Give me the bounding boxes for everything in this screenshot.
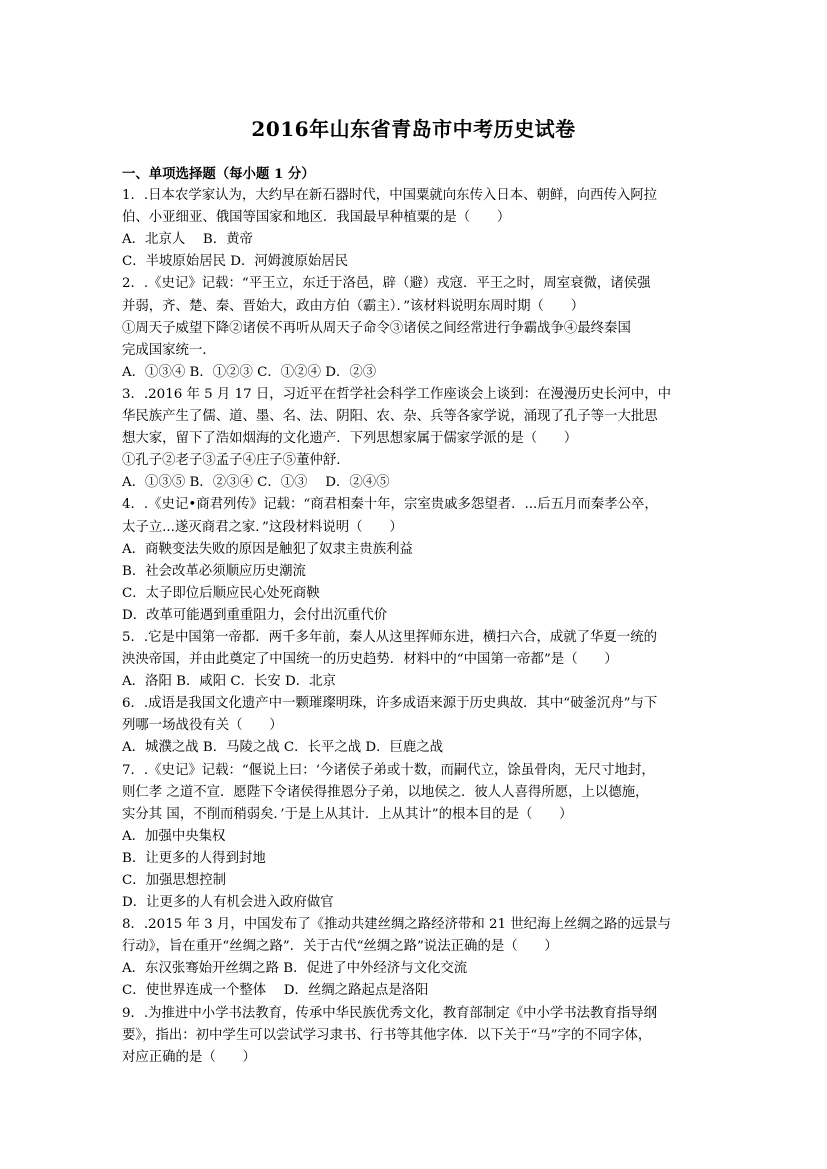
text-line: 3．.2016 年 5 月 17 日，习近平在哲学社会科学工作座谈会上谈到：在漫漫历史长河中，中 (122, 386, 671, 402)
text-line: 行动》，旨在重开“丝绸之路”．关于古代“丝绸之路”说法正确的是（ ） (122, 939, 558, 955)
text-line: A．商鞅变法失败的原因是触犯了奴隶主贵族利益 (122, 541, 413, 557)
text-line: 9．.为推进中小学书法教育，传承中华民族优秀文化，教育部制定《中小学书法教育指导纲 (122, 1005, 658, 1021)
text-line: C．太子即位后顺应民心处死商鞅 (122, 585, 320, 601)
text-line: 8．.2015 年 3 月，中国发布了《推动共建丝绸之路经济带和 21 世纪海上丝绸之路的远景与 (122, 917, 671, 933)
text-line: 对应正确的是（ ） (122, 1049, 256, 1065)
text-line: D．让更多的人有机会进入政府做官 (122, 895, 334, 911)
text-line: 要》，指出：初中学生可以尝试学习隶书、行书等其他字体．以下关于“马”字的不同字体， (122, 1027, 652, 1043)
text-line: 并弱，齐、楚、秦、晋始大，政由方伯（霸主）．”该材料说明东周时期（ ） (122, 298, 585, 314)
text-line: 则仁孝 之道不宣．愿陛下令诸侯得推恩分子弟，以地侯之．彼人人喜得所愿，上以德施， (122, 784, 649, 800)
text-line: A．东汉张骞始开丝绸之路 B．促进了中外经济与文化交流 (122, 961, 468, 977)
text-line: 华民族产生了儒、道、墨、名、法、阴阳、农、杂、兵等各家学说，涌现了孔子等一大批思 (122, 409, 658, 425)
text-line: 太子立...遂灭商君之家．”这段材料说明（ ） (122, 519, 403, 535)
section-heading: 一、单项选择题（每小题 1 分） (122, 166, 315, 182)
text-line: 5．.它是中国第一帝都．两千多年前，秦人从这里挥师东进，横扫六合，成就了华夏一统的 (122, 629, 658, 645)
text-line: 列哪一场战役有关（ ） (122, 718, 283, 734)
text-line: A．①③④ B．①②③ C．①②④ D．②③ (122, 364, 377, 380)
text-line: 实分其 国，不削而稍弱矣．’于是上从其计．上从其计”的根本目的是（ ） (122, 806, 573, 822)
page-title: 2016年山东省青岛市中考历史试卷 (251, 117, 576, 141)
text-line: B．社会改革必须顺应历史潮流 (122, 563, 306, 579)
text-line: 7．.《史记》记载：“偃说上曰：‘今诸侯子弟或十数，而嗣代立，馀虽骨肉，无尺寸地封， (122, 762, 655, 778)
text-line: 想大家，留下了浩如烟海的文化遗产．下列思想家属于儒家学派的是（ ） (122, 431, 578, 447)
text-line: C．使世界连成一个整体 D．丝绸之路起点是洛阳 (122, 983, 429, 999)
text-line: A．城濮之战 B．马陵之战 C．长平之战 D．巨鹿之战 (122, 740, 444, 756)
text-line: 泱泱帝国，并由此奠定了中国统一的历史趋势．材料中的“中国第一帝都”是（ ） (122, 652, 618, 668)
text-line: C．加强思想控制 (122, 873, 226, 888)
text-line: A．①③⑤ B．②③④ C．①③ D．②④⑤ (122, 475, 390, 491)
text-line: 6．.成语是我国文化遗产中一颗璀璨明珠，许多成语来源于历史典故．其中“破釜沉舟”与下 (122, 696, 658, 712)
text-line: 伯、小亚细亚、俄国等国家和地区．我国最早种植粟的是（ ） (122, 210, 511, 226)
text-line: ①孔子②老子③孟子④庄子⑤董仲舒． (122, 453, 350, 469)
text-line: 1．.日本农学家认为，大约早在新石器时代，中国粟就向东传入日本、朝鲜，向西传入阿拉 (122, 188, 658, 204)
text-line: C．半坡原始居民 D．河姆渡原始居民 (122, 254, 349, 270)
text-line: B．让更多的人得到封地 (122, 850, 266, 866)
text-line: 4．.《史记•商君列传》记载：“商君相秦十年，宗室贵戚多怨望者．...后五月而秦孝公卒， (122, 497, 658, 513)
text-line: A．洛阳 B．咸阳 C．长安 D．北京 (122, 674, 336, 690)
question-content (122, 163, 707, 1069)
text-line: A．北京人 B．黄帝 (122, 232, 253, 248)
text-line: ①周天子威望下降②诸侯不再听从周天子命令③诸侯之间经常进行争霸战争④最终秦国 (122, 320, 631, 336)
text-line: D．改革可能遇到重重阻力，会付出沉重代价 (122, 607, 388, 623)
text-line: A．加强中央集权 (122, 828, 226, 844)
text-line: 2．.《史记》记载：“平王立，东迁于洛邑，辟（避）戎寇．平王之时，周室衰微，诸侯强 (122, 276, 651, 292)
text-line: 完成国家统一． (122, 342, 216, 358)
